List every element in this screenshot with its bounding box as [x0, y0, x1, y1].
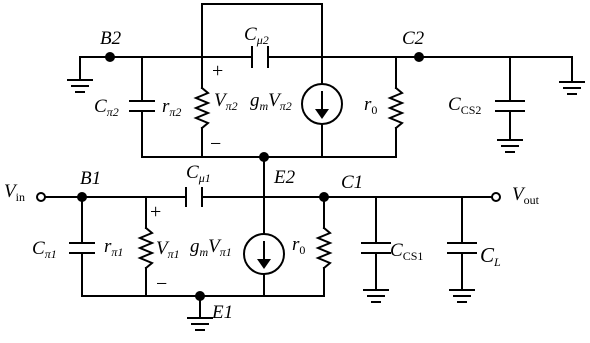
- label-vin: $V_{in}$: [4, 181, 25, 204]
- label-cmu2: $C_{\mu 2}$: [244, 24, 269, 47]
- label-gm2: $g_mV_{\pi 2}$: [250, 90, 292, 113]
- current-source-gm1: [244, 234, 284, 274]
- resistor-r0-top: [390, 88, 402, 128]
- node-dot-e2: [259, 152, 269, 162]
- label-minus-top: −: [210, 133, 222, 155]
- label-cmu1: $C_{\mu 1}$: [186, 162, 211, 185]
- terminal-vin: [37, 193, 45, 201]
- label-r0-bottom: $r_0$: [292, 234, 306, 257]
- resistor-r0-bottom: [318, 228, 330, 268]
- label-gm1: $g_mV_{\pi 1}$: [190, 236, 232, 259]
- node-dot-b2: [105, 52, 115, 62]
- ground-right-top: [560, 82, 584, 94]
- label-rpi1: $r_{\pi 1}$: [104, 236, 124, 259]
- label-minus-bottom: −: [156, 273, 168, 295]
- label-cpi2: $C_{\pi 2}$: [94, 96, 119, 119]
- capacitor-cpi1: [70, 243, 94, 253]
- node-dot-c1: [319, 192, 329, 202]
- label-vout: $V_{out}$: [512, 184, 539, 207]
- label-plus-top: +: [212, 60, 224, 82]
- capacitor-ccs2: [496, 101, 524, 111]
- ground-b2: [68, 80, 92, 92]
- label-plus-bottom: +: [150, 201, 162, 223]
- label-vpi2: $V_{\pi 2}$: [214, 90, 238, 113]
- current-source-gm2: [302, 84, 342, 124]
- node-dot-e1: [195, 291, 205, 301]
- label-cpi1: $C_{\pi 1}$: [32, 238, 57, 261]
- node-dot-c2: [414, 52, 424, 62]
- resistor-rpi2: [196, 88, 208, 128]
- ground-ccs1: [364, 290, 388, 302]
- label-vpi1: $V_{\pi 1}$: [156, 238, 180, 261]
- capacitor-cmu2: [252, 47, 268, 67]
- terminal-vout: [492, 193, 500, 201]
- resistor-rpi1: [140, 228, 152, 268]
- capacitor-cmu1: [186, 188, 202, 206]
- node-dot-b1: [77, 192, 87, 202]
- label-c1: C1: [341, 172, 364, 193]
- ground-cl: [450, 290, 474, 302]
- capacitor-ccs1: [362, 243, 390, 253]
- label-ccs1: $C_{CS1}$: [390, 240, 424, 263]
- capacitor-cl: [448, 243, 476, 253]
- label-e1: E1: [212, 302, 234, 323]
- ground-ccs2: [498, 140, 522, 152]
- capacitor-cpi2: [130, 101, 154, 111]
- label-b2: B2: [100, 28, 122, 49]
- label-c2: C2: [402, 28, 425, 49]
- ground-e1: [188, 318, 212, 330]
- label-rpi2: $r_{\pi 2}$: [162, 96, 182, 119]
- label-ccs2: $C_{CS2}$: [448, 94, 482, 117]
- label-b1: B1: [80, 168, 102, 189]
- label-r0-top: $r_0$: [364, 94, 378, 117]
- label-e2: E2: [274, 167, 296, 188]
- label-cl: CL: [480, 243, 501, 269]
